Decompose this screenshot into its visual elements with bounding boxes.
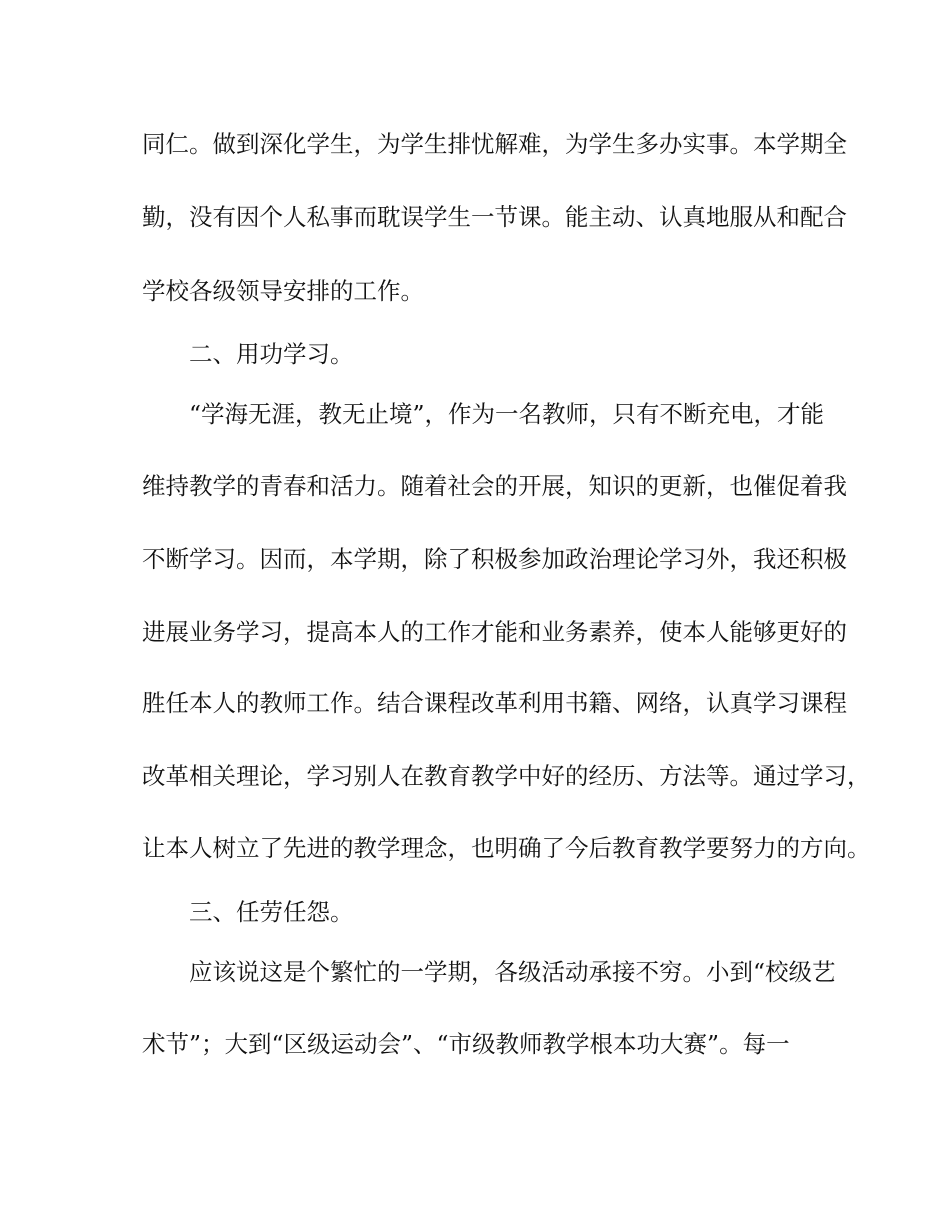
text-line: 术节”；大到“区级运动会”、“市级教师教学根本功大赛”。每一 — [142, 1030, 790, 1058]
text-line: 胜任本人的教师工作。结合课程改革利用书籍、网络，认真学习课程 — [142, 689, 847, 717]
text-line: 学校各级领导安排的工作。 — [142, 277, 424, 305]
text-line: 让本人树立了先进的教学理念，也明确了今后教育教学要努力的方向。 — [142, 834, 871, 862]
section-heading: 三、任劳任怨。 — [189, 898, 354, 926]
text-line: 改革相关理论，学习别人在教育教学中好的经历、方法等。通过学习， — [142, 762, 871, 790]
text-line: 同仁。做到深化学生，为学生排忧解难，为学生多办实事。本学期全 — [142, 130, 847, 158]
text-line: 应该说这是个繁忙的一学期，各级活动承接不穷。小到“校级艺 — [189, 958, 836, 986]
text-line: 进展业务学习，提高本人的工作才能和业务素养，使本人能够更好的 — [142, 618, 847, 646]
text-line: “学海无涯，教无止境”，作为一名教师，只有不断充电，才能 — [189, 400, 825, 428]
section-heading: 二、用功学习。 — [189, 340, 354, 368]
text-line: 不断学习。因而，本学期，除了积极参加政治理论学习外，我还积极 — [142, 545, 847, 573]
text-line: 维持教学的青春和活力。随着社会的开展，知识的更新，也催促着我 — [142, 472, 847, 500]
text-line: 勤，没有因个人私事而耽误学生一节课。能主动、认真地服从和配合 — [142, 203, 847, 231]
